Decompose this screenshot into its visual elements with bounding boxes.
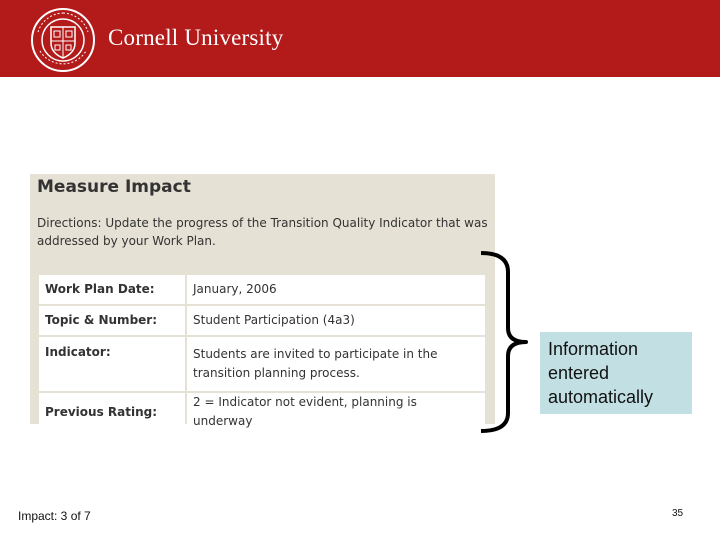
panel-title: Measure Impact — [37, 177, 191, 197]
row-value: January, 2006 — [187, 275, 485, 304]
table-row — [39, 337, 485, 391]
table-row — [39, 306, 485, 335]
row-label: Previous Rating: — [39, 393, 185, 431]
curly-bracket-icon — [478, 250, 548, 435]
university-wordmark: Cornell University — [108, 25, 284, 50]
panel-directions: Directions: Update the progress of the Transition Quality Indicator that was addressed by your Work Plan. — [37, 216, 488, 248]
table-row — [39, 275, 485, 304]
callout-text: Information entered automatically — [548, 339, 654, 407]
row-label: Work Plan Date: — [39, 275, 185, 304]
row-value: 2 = Indicator not evident, planning is underway — [187, 393, 485, 431]
slide-progress-label: Impact: 3 of 7 — [18, 509, 91, 523]
row-value: Student Participation (4a3) — [187, 306, 485, 335]
page-number: 35 — [672, 508, 684, 519]
row-label: Topic & Number: — [39, 306, 185, 335]
row-label: Indicator: — [39, 337, 185, 391]
work-plan-info-table — [37, 273, 487, 433]
auto-entry-callout — [540, 332, 692, 414]
cornell-seal-icon — [30, 7, 96, 73]
measure-impact-panel — [30, 174, 495, 428]
table-row — [39, 393, 485, 431]
row-value: Students are invited to participate in the transition planning process. — [187, 337, 485, 391]
header-bar — [0, 0, 720, 77]
